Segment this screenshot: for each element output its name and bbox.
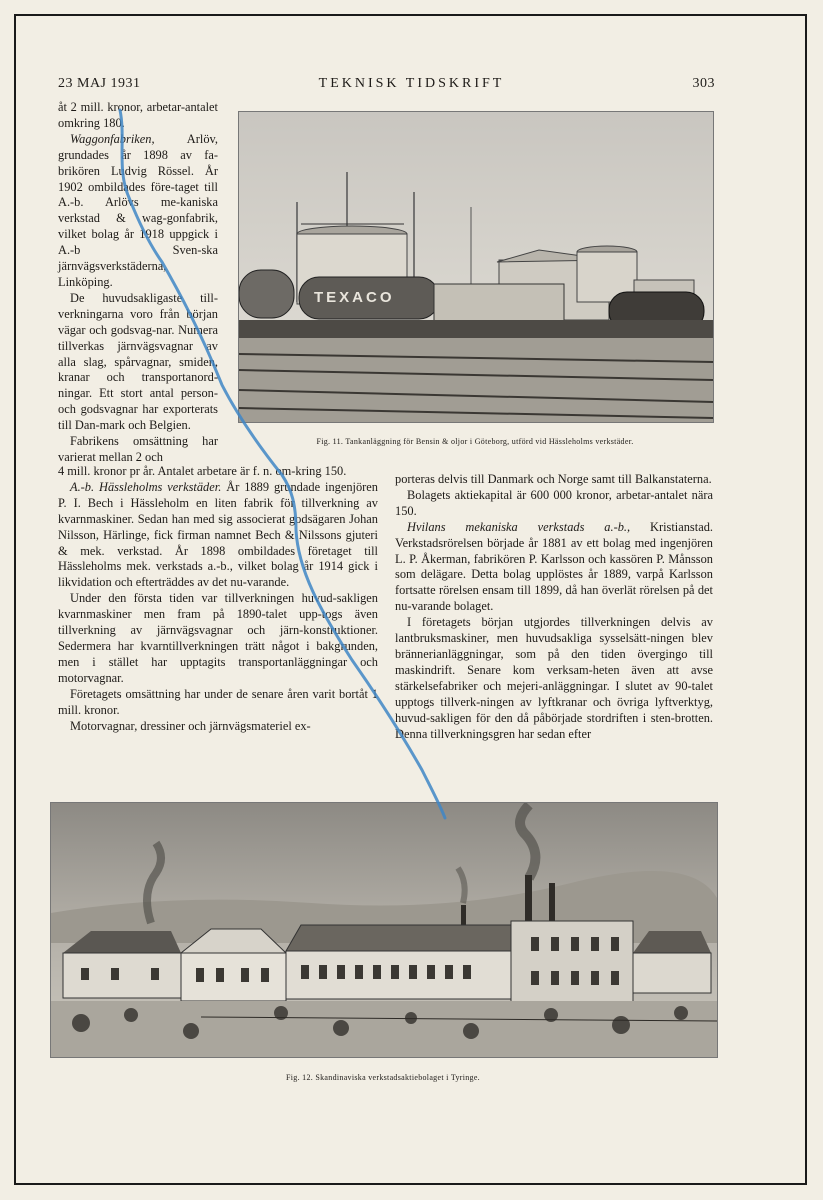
paragraph: Företagets omsättning har under de senare åren varit bortåt 1 mill. kronor. bbox=[58, 686, 378, 717]
figure-11-photo bbox=[238, 111, 714, 423]
paragraph-hvilan bbox=[395, 520, 713, 615]
paragraph: Motorvagnar, dressiner och järnvägsmateriel ex- bbox=[70, 718, 311, 733]
figure-12-caption: Fig. 12. Skandinaviska verkstadsaktiebolaget i Tyringe. bbox=[286, 1073, 480, 1082]
paragraph: De huvudsakligaste till-verkningarna voro från början vägar och godsvag-nar. Numera tillverkas järnvägsvagnar av alla slag, spårvagnar, smiden, kranar och transportanord-ningar. Ett stort antal person- och godsvagnar har exporterats till Dan-mark och Belgien. bbox=[58, 290, 218, 433]
page-number: 303 bbox=[692, 76, 715, 91]
italic-lead: A.-b. Hässleholms verkstäder. bbox=[70, 479, 222, 494]
texaco-lettering: TEXACO bbox=[314, 289, 395, 306]
paragraph: åt 2 mill. kronor, arbetar-antalet omkring 180. bbox=[58, 100, 218, 130]
right-column bbox=[395, 472, 713, 742]
paragraph: Under den första tiden var tillverkningen huvud-sakligen kvarnmaskiner men fram på 1890-talet upp-togs även tillverkning av järnvägsvagnar och järn-konstruktioner. Sedermera har kvarntillverkningen trätt något i bakgrunden, men i stället har upptagits transportanläggningar och motorvagnar. bbox=[58, 591, 378, 685]
paragraph: Bolagets aktiekapital är 600 000 kronor, arbetar-antalet nära 150. bbox=[395, 487, 713, 518]
left-narrow-column bbox=[58, 100, 218, 466]
paragraph-body: Kristianstad. Verkstadsrörelsen började år 1881 av ett bolag med ingenjören L. P. Åkerman, fabrikören P. Karlsson och kassören P. Månsson som delägare. Detta bolag upplöstes år 1889, varpå Karlsson fortsatte rörelsen ensam till 1899, då han överlät rörelsen på det nu-varande bolaget. bbox=[395, 519, 713, 614]
paragraph-body: År 1889 grundade ingenjören P. I. Bech i Hässleholm en liten fabrik för tillverkning av kvarnmaskiner. Sedan han med sig associerat godsägaren Johan Nilsson, Härlinge, fick firman namnet Bech & Nilssons gjuteri & mek. verkstad. År 1898 ombildades företaget till Hässleholms mek. verkstads a.-b., vilket bolag år 1914 gick i likvidation och efterträddes av det nu-varande. bbox=[58, 479, 378, 590]
paragraph-body: Arlöv, grundades år 1898 av fa-brikören Ludvig Rössel. År 1902 ombildades före-taget till A.-b. Arlövs me-kaniska verkstad & wag-gonfabrik, vilket bolag år 1918 uppgick i A.-b Sven-ska järnvägsverkstäderna, Linköping. bbox=[58, 131, 218, 289]
paragraph-waggonfabriken bbox=[58, 132, 218, 291]
factory-engraving bbox=[51, 803, 717, 1057]
header-title: TEKNISK TIDSKRIFT bbox=[318, 76, 505, 91]
paragraph: porteras delvis till Danmark och Norge samt till Balkanstaterna. bbox=[395, 472, 712, 486]
header-date: 23 MAJ 1931 bbox=[58, 76, 141, 91]
paragraph: 4 mill. kronor pr år. Antalet arbetare är f. n. om-kring 150. bbox=[58, 464, 347, 478]
figure-12-illustration bbox=[50, 802, 718, 1058]
tank-facility-illustration bbox=[239, 112, 713, 422]
paragraph: Fabrikens omsättning har varierat mellan 2 och bbox=[58, 434, 218, 464]
paragraph: I företagets början utgjordes tillverkningen delvis av lantbruksmaskiner, men huvudsakliga sysselsätt-ningen blev brännerianläggningar, som på den tiden övergingo till maskindrift. Senare kom verksam-heten även att avse stärkelsefabriker och mejeri-anläggningar. I slutet av 90-talet upptogs tillverk-ningen av lyftkranar och övriga lyftverktyg, huvud-sakligen för den då påbörjade stordriften i sten-brotten. Denna tillverkningsgren har sedan efter bbox=[395, 615, 713, 741]
left-wide-column bbox=[58, 464, 378, 734]
italic-lead: Hvilans mekaniska verkstads a.-b., bbox=[407, 519, 631, 534]
italic-lead: Waggonfabriken, bbox=[70, 131, 155, 146]
paragraph-hassleholm bbox=[58, 480, 378, 591]
figure-11-caption: Fig. 11. Tankanläggning för Bensin & oljor i Göteborg, utförd vid Hässleholms verkstäder. bbox=[316, 437, 634, 446]
